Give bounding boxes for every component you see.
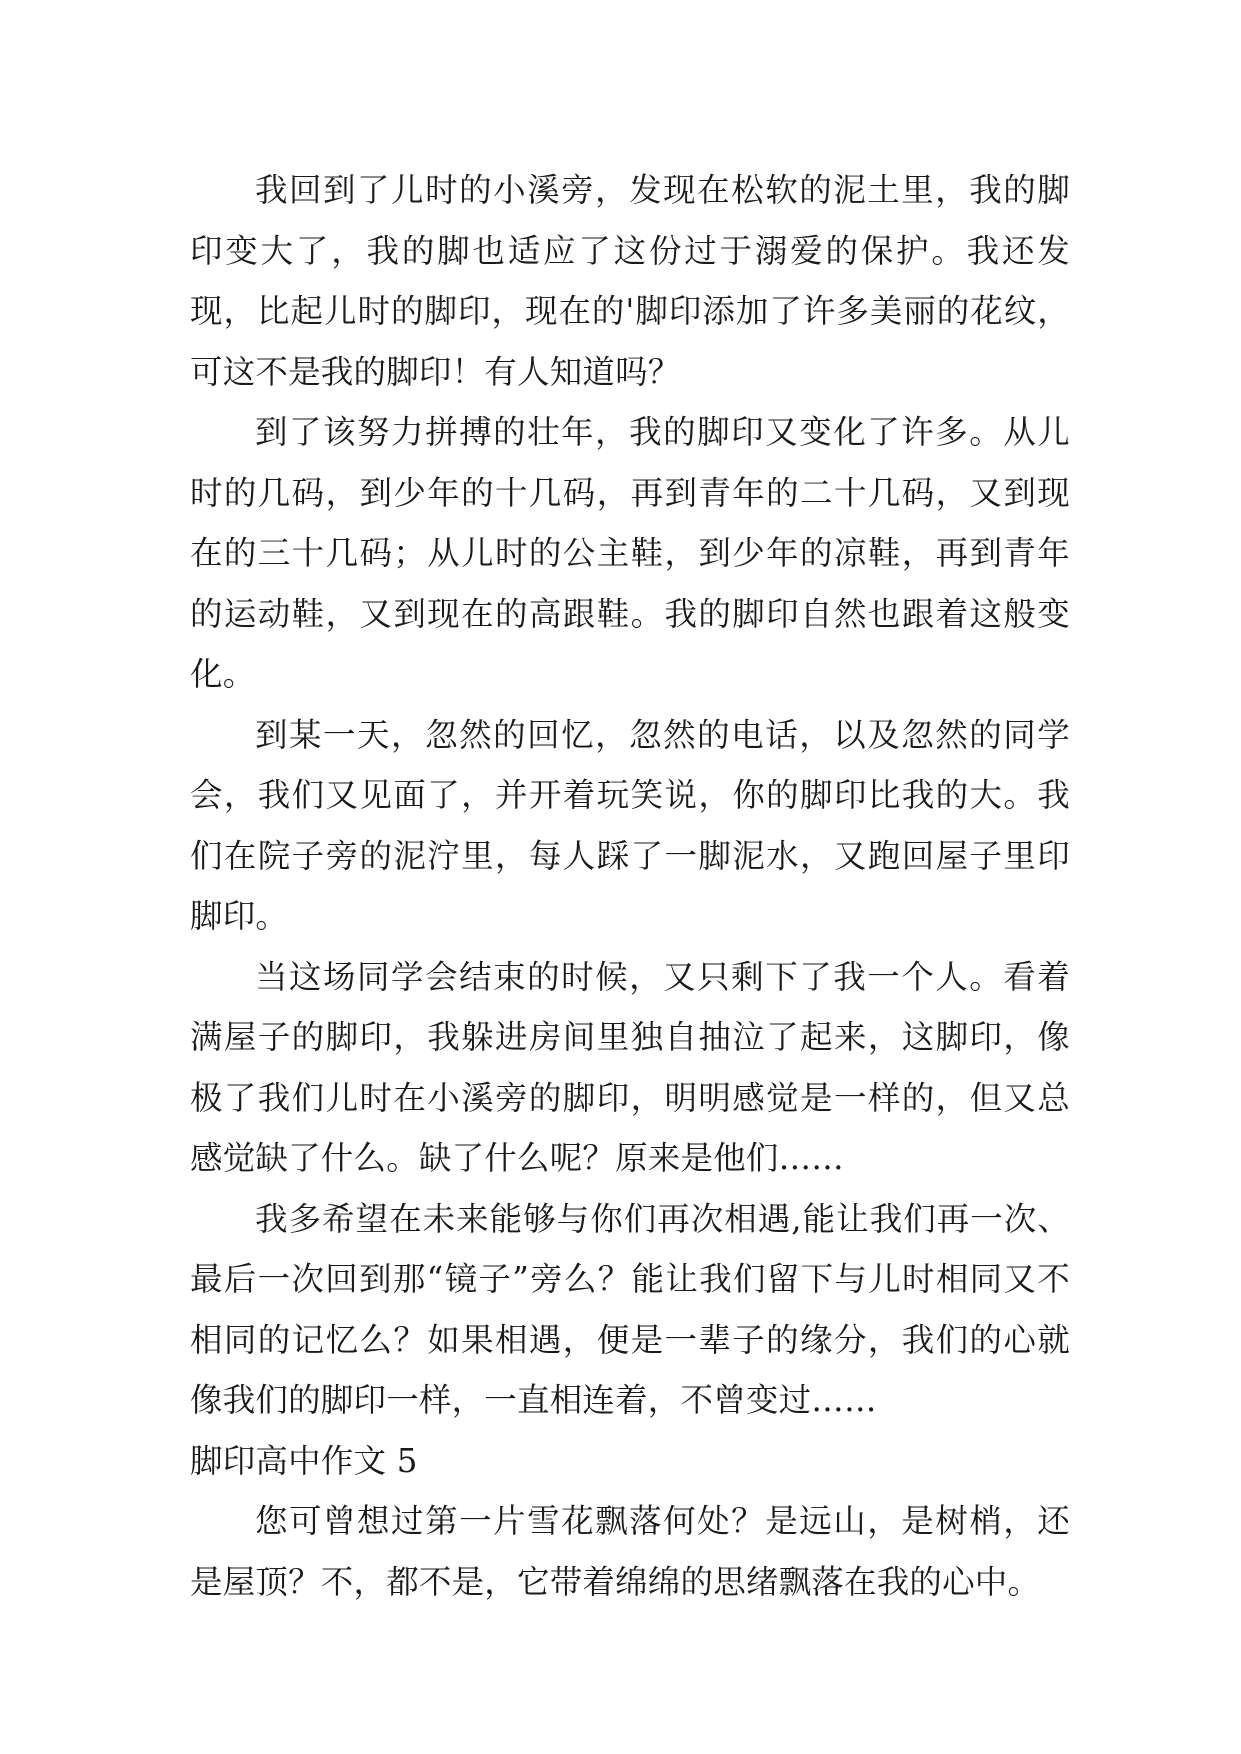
paragraph-2: 到了该努力拼搏的壮年，我的脚印又变化了许多。从儿时的几码，到少年的十几码，再到青年的二十几码，又到现在的三十几码；从儿时的公主鞋，到少年的凉鞋，再到青年的运动鞋，又到现在的高跟鞋。我的脚印自然也跟着这般变化。 xyxy=(190,413,1070,693)
document-body xyxy=(190,160,1070,1612)
paragraph-6: 您可曾想过第一片雪花飘落何处？是远山，是树梢，还是屋顶？不，都不是，它带着绵绵的思绪飘落在我的心中。 xyxy=(190,1502,1070,1601)
paragraph-3: 到某一天，忽然的回忆，忽然的电话，以及忽然的同学会，我们又见面了，并开着玩笑说，你的脚印比我的大。我们在院子旁的泥泞里，每人踩了一脚泥水，又跑回屋子里印脚印。 xyxy=(190,715,1070,935)
paragraph-1: 我回到了儿时的小溪旁，发现在松软的泥土里，我的脚印变大了，我的脚也适应了这份过于溺爱的保护。我还发现，比起儿时的脚印，现在的'脚印添加了许多美丽的花纹，可这不是我的脚印！有人知道吗？ xyxy=(190,171,1070,391)
essay-heading: 脚印高中作文 5 xyxy=(190,1441,418,1480)
paragraph-5: 我多希望在未来能够与你们再次相遇,能让我们再一次、最后一次回到那“镜子”旁么？能让我们留下与儿时相同又不相同的记忆么？如果相遇，便是一辈子的缘分，我们的心就像我们的脚印一样，一直相连着，不曾变过…… xyxy=(190,1199,1070,1419)
paragraph-4: 当这场同学会结束的时候，又只剩下了我一个人。看着满屋子的脚印，我躲进房间里独自抽泣了起来，这脚印，像极了我们儿时在小溪旁的脚印，明明感觉是一样的，但又总感觉缺了什么。缺了什么呢？原来是他们…… xyxy=(190,957,1070,1177)
